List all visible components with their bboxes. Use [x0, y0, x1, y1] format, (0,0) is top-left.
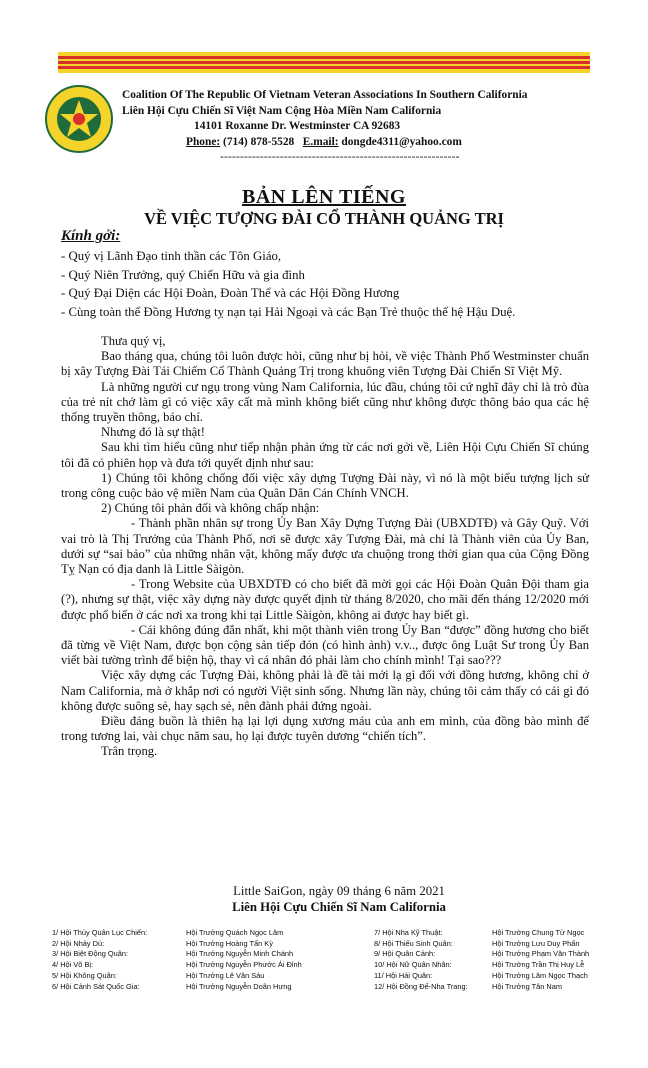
member-leader: Hội Trưởng Hoàng Tấn Kỳ	[186, 938, 273, 948]
list-item	[52, 960, 326, 971]
paragraph: Bao tháng qua, chúng tôi luôn được hỏi, cũng như bị hỏi, về việc Thành Phố Westminster chuẩn bị xây Tượng Đài Tái Chiếm Cổ Thành Quảng Trị trong khuông viên Tượng Đài Chiến Sĩ Việt Mỹ.	[61, 349, 589, 379]
member-leader: Hội Trưởng Phạm Văn Thành	[492, 949, 590, 959]
list-item	[374, 971, 632, 982]
member-group: 2/ Hội Nhảy Dù:	[52, 938, 105, 948]
member-leader: Hội Trưởng Lê Văn Sáu	[186, 970, 265, 980]
member-group: 8/ Hội Thiếu Sinh Quân:	[374, 938, 453, 948]
member-list-right	[374, 928, 632, 992]
member-leader: Hội Trưởng Chung Tử Ngọc	[492, 928, 585, 937]
closing: Trân trọng.	[101, 744, 158, 759]
member-leader: Hội Trưởng Lâm Ngọc Thạch	[492, 970, 588, 980]
email-address[interactable]: dongde4311@yahoo.com	[341, 135, 462, 148]
armed-forces-seal-icon	[44, 84, 114, 154]
recipient-item: - Quý Đại Diện các Hội Đoàn, Đoàn Thể và các Hội Đồng Hương	[61, 286, 400, 301]
recipient-item: - Quý vị Lãnh Đạo tinh thần các Tôn Giáo,	[61, 249, 282, 263]
member-leader: Hội Trưởng Tân Nam	[492, 981, 563, 991]
paragraph: - Cái không đúng đắn nhất, khi một thành viên trong Ủy Ban “được” đồng hương cho biết đã từng về Việt Nam, được bọn cộng sản tiếp đón (có hình ảnh) v.v.., được ông Luật Sư trong Ủy Ban viết bài tường trình để biện hộ, thay vì cá nhân đó phải làm cho chính mình! Tại sao???	[61, 622, 589, 668]
paragraph: - Thành phần nhân sự trong Ủy Ban Xây Dựng Tượng Đài (UBXDTĐ) và Gây Quỹ. Với vai trò là Thị Trưởng của Thành Phố, nơi sẽ được xây Tượng Đài, mà chỉ là Thành viên của Ủy Ban, dưới sự “sai bảo” của những nhân vật, không mấy được ưa chuộng trong thời gian qua của Cộng Đồng Tỵ Nạn có địa danh là Little Sàigòn.	[61, 516, 589, 577]
paragraph: Điều đáng buồn là thiên hạ lại lợi dụng xương máu của anh em mình, của đồng bào mình để trong tương lai, vài chục năm sau, họ lại được tuyên dương “chiến tích”.	[61, 714, 589, 744]
member-group: 12/ Hội Đồng Đế-Nha Trang:	[374, 981, 468, 991]
place-date: Little SaiGon, ngày 09 tháng 6 năm 2021	[233, 884, 445, 898]
salutation: Kính gởi:	[61, 228, 121, 244]
member-group: 10/ Hội Nữ Quân Nhân:	[374, 960, 452, 970]
signing-org: Liên Hội Cựu Chiến Sĩ Nam California	[232, 900, 446, 914]
org-name-english: Coalition Of The Republic Of Vietnam Veteran Associations In Southern California	[122, 89, 528, 101]
greeting: Thưa quý vị,	[101, 334, 166, 348]
member-list-left	[52, 928, 326, 992]
member-group: 3/ Hội Biệt Động Quân:	[52, 949, 129, 959]
recipient-item: - Quý Niên Trưởng, quý Chiến Hữu và gia đình	[61, 267, 305, 282]
member-group: 7/ Hội Nha Kỹ Thuật:	[374, 928, 443, 937]
org-address: 14101 Roxanne Dr. Westminster CA 92683	[194, 120, 401, 133]
letterhead-rule: ------------------------------------------------------------	[220, 151, 460, 164]
list-item	[374, 949, 632, 960]
list-item	[374, 960, 632, 971]
list-item	[52, 928, 326, 939]
recipient-list	[61, 247, 621, 321]
document-subtitle: VỀ VIỆC TƯỢNG ĐÀI CỔ THÀNH QUẢNG TRỊ	[144, 209, 504, 228]
member-group: 4/ Hội Võ Bị:	[52, 960, 94, 970]
letterhead	[122, 88, 592, 166]
email-label: E.mail:	[302, 135, 339, 148]
paragraph: 2) Chúng tôi phản đối và không chấp nhận:	[101, 501, 320, 516]
list-item	[52, 949, 326, 960]
paragraph: Việc xây dựng các Tượng Đài, không phải là đề tài mới lạ gì đối với đồng hương, không chỉ ở Nam California, mà ở khắp nơi có người Việt sinh sống. Nhưng lần này, chúng tôi cảm thấy có cái gì đó không được suông sẻ, hay sạch sẻ, nên đành phải đứng ngoài.	[61, 668, 589, 713]
letter-body	[61, 334, 589, 760]
flag-banner	[58, 52, 590, 76]
member-leader: Hội Trưởng Nguyễn Doãn Hưng	[186, 981, 292, 991]
document-title: BẢN LÊN TIẾNG	[242, 186, 406, 208]
list-item	[52, 939, 326, 950]
member-leader: Hội Trưởng Lưu Duy Phấn	[492, 938, 580, 948]
paragraph: Là những người cư ngụ trong vùng Nam California, lúc đầu, chúng tôi cứ nghĩ đây chỉ là trò đùa của trẻ nít chớ làm gì có việc xây cất mà mình không biết cũng như không được thông báo qua các hệ thống truyền thông, báo chí.	[61, 379, 589, 425]
list-item	[374, 982, 632, 993]
list-item	[52, 971, 326, 982]
paragraph: 1) Chúng tôi không chống đối việc xây dựng Tượng Đài này, vì nó là một biểu tượng lịch sử trong công cuộc bảo vệ miền Nam của Quân Dân Cán Chính VNCH.	[61, 470, 589, 501]
phone-number: (714) 878-5528	[223, 135, 295, 148]
member-group: 6/ Hội Cảnh Sát Quốc Gia:	[52, 981, 140, 991]
paragraph: - Trong Website của UBXDTĐ có cho biết đã mời gọi các Hội Đoàn Quân Đội tham gia (?), nhưng sự thật, việc xây dựng này được quyết định từ tháng 8/2020, cho mãi đến tháng 12/2020 mới được phổ biến ở các nơi xa trong khi tại Little Sàigòn, không ai được hay biết gì.	[61, 577, 589, 622]
recipient-item: - Cùng toàn thể Đồng Hương tỵ nạn tại Hải Ngoại và các Bạn Trẻ thuộc thế hệ Hậu Duệ.	[61, 304, 516, 319]
member-group: 11/ Hội Hải Quân:	[374, 970, 433, 980]
member-group: 9/ Hội Quân Cảnh:	[374, 949, 436, 959]
list-item	[374, 939, 632, 950]
member-leader: Hội Trưởng Nguyễn Phước Ái Đỉnh	[186, 960, 302, 970]
member-group: 5/ Hội Không Quân:	[52, 970, 117, 980]
member-leader: Hội Trưởng Trần Thị Huy Lễ	[492, 960, 585, 970]
paragraph: Nhưng đó là sự thật!	[101, 425, 205, 440]
member-group: 1/ Hội Thủy Quân Lục Chiến:	[52, 928, 148, 937]
paragraph: Sau khi tìm hiểu cũng như tiếp nhận phản ứng từ các nơi gởi về, Liên Hội Cựu Chiến Sĩ chúng tôi đã có phiên họp và đưa tới quyết định như sau:	[61, 440, 589, 470]
contact-line	[122, 135, 592, 151]
list-item	[374, 928, 632, 939]
org-name-vietnamese: Liên Hội Cựu Chiến Sĩ Việt Nam Cộng Hòa Miền Nam California	[122, 104, 442, 117]
list-item	[52, 982, 326, 993]
member-leader: Hội Trưởng Nguyễn Minh Chánh	[186, 949, 294, 959]
member-leader: Hội Trưởng Quách Ngọc Lâm	[186, 928, 284, 937]
phone-label: Phone:	[186, 135, 221, 148]
